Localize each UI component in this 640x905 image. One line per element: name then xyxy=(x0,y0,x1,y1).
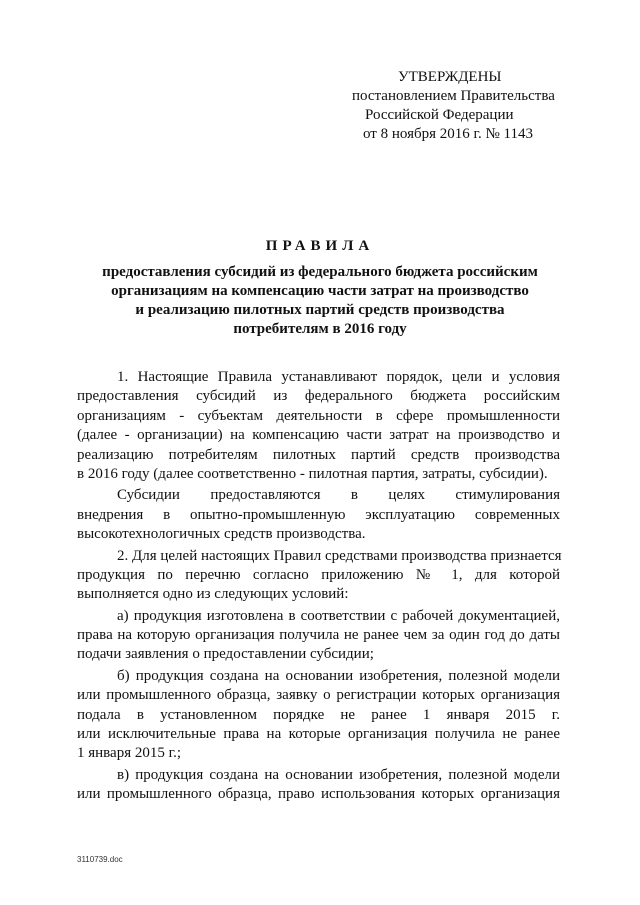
text-line: права на которую организация получила не ранее чем за один год до даты xyxy=(77,627,560,644)
text-line: продукция по перечню согласно приложению № 1, для которой xyxy=(77,566,560,583)
text-line: подачи заявления о предоставлении субсидии; xyxy=(77,646,374,663)
subtitle-line: организациям на компенсацию части затрат на производство xyxy=(111,283,529,299)
text-line: предоставления субсидий из федерального бюджета российским xyxy=(77,388,560,405)
document-file-code: 3110739.doc xyxy=(77,855,123,864)
paragraph-1 xyxy=(77,368,560,484)
text-line: в) продукция создана на основании изобретения, полезной модели xyxy=(117,766,560,783)
paragraph-6 xyxy=(77,766,560,805)
text-line: б) продукция создана на основании изобретения, полезной модели xyxy=(117,667,560,684)
text-line: высокотехнологичных средств производства. xyxy=(77,526,366,543)
text-line: в 2016 году (далее соответственно - пилотная партия, затраты, субсидии). xyxy=(77,465,548,482)
document-title: ПРАВИЛА xyxy=(265,238,375,254)
text-line: 1 января 2015 г.; xyxy=(77,745,181,762)
text-line: 2. Для целей настоящих Правил средствами производства признается xyxy=(117,547,562,564)
text-line: внедрения в опытно-промышленную эксплуатацию современных xyxy=(77,506,560,523)
approval-heading: УТВЕРЖДЕНЫ xyxy=(398,69,502,85)
text-line: реализацию потребителям пилотных партий средств производства xyxy=(77,446,560,463)
subtitle-line: потребителям в 2016 году xyxy=(233,321,407,337)
approval-date-number: от 8 ноября 2016 г. № 1143 xyxy=(363,126,533,142)
document-subtitle xyxy=(100,263,540,339)
text-line: подала в установленном порядке не ранее 1 января 2015 г. xyxy=(77,706,560,723)
approval-resolution: постановлением Правительства xyxy=(352,88,555,104)
text-line: а) продукция изготовлена в соответствии с рабочей документацией, xyxy=(117,607,560,624)
subtitle-line: и реализацию пилотных партий средств производства xyxy=(135,302,505,318)
text-line: 1. Настоящие Правила устанавливают порядок, цели и условия xyxy=(117,369,560,385)
text-line: выполняется одно из следующих условий: xyxy=(77,586,349,603)
text-line: Субсидии предоставляются в целях стимулирования xyxy=(117,487,560,504)
paragraph-2 xyxy=(77,486,560,544)
subtitle-line: предоставления субсидий из федерального бюджета российским xyxy=(102,264,538,280)
document-body xyxy=(77,368,560,807)
text-line: (далее - организации) на компенсацию части затрат на производство и xyxy=(77,427,560,444)
paragraph-4 xyxy=(77,607,560,665)
paragraph-5 xyxy=(77,667,560,764)
text-line: или промышленного образца, право использования которых организация xyxy=(77,786,560,803)
approval-federation: Российской Федерации xyxy=(365,107,514,123)
approval-block xyxy=(352,68,562,144)
paragraph-3 xyxy=(77,547,560,605)
text-line: или промышленного образца, заявку о регистрации которых организация xyxy=(77,687,560,704)
text-line: или исключительные права на которые организация получила не ранее xyxy=(77,726,560,743)
text-line: организациям - субъектам деятельности в сфере промышленности xyxy=(77,407,560,424)
